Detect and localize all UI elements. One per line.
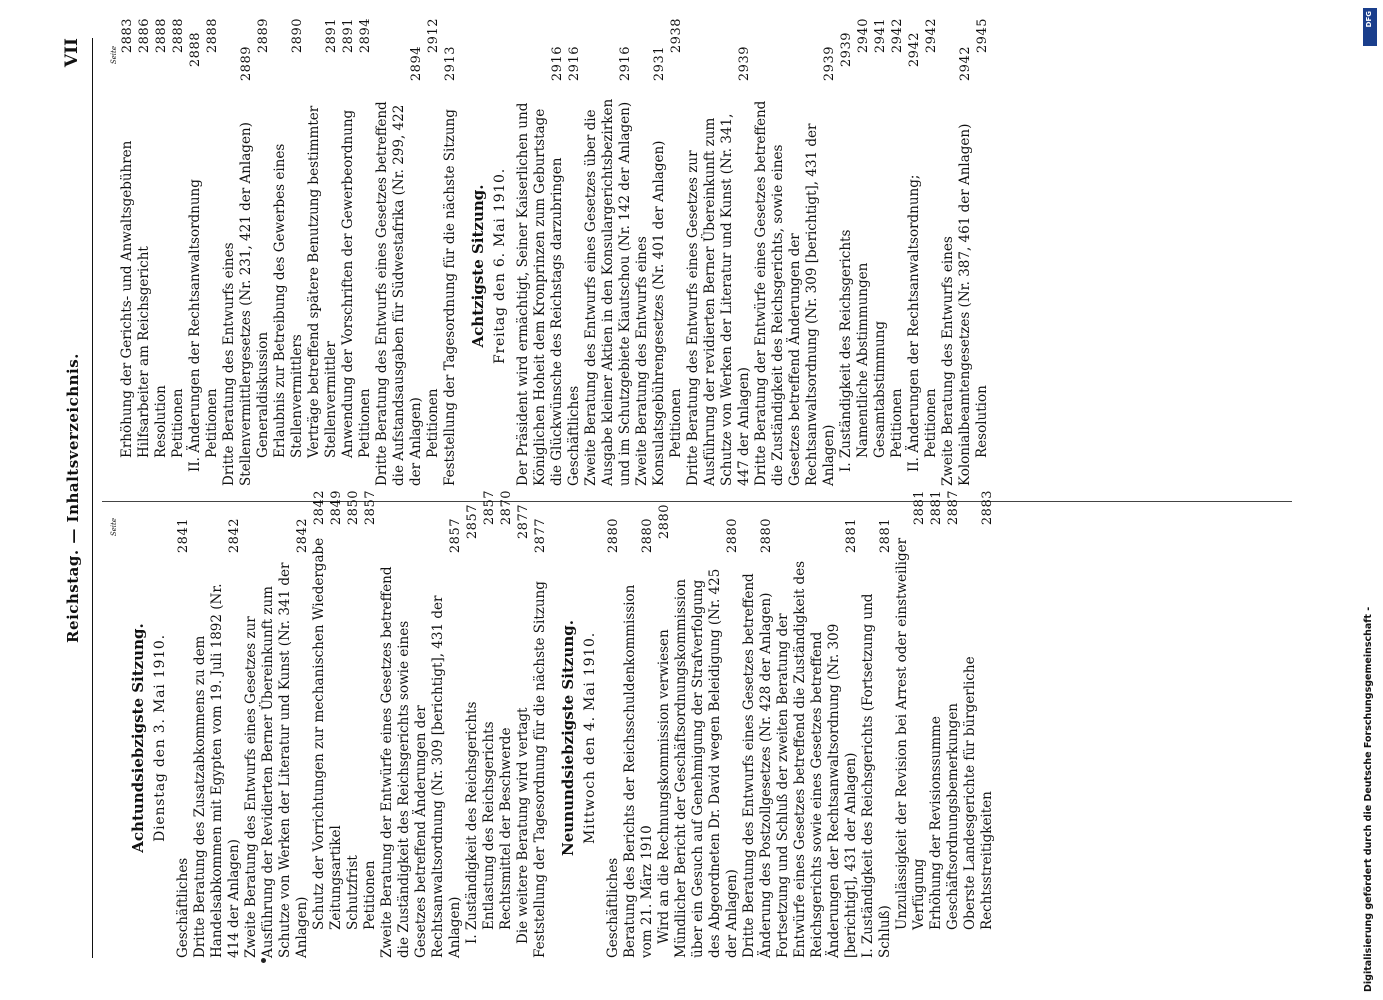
- toc-entry: [204, 18, 221, 486]
- toc-entry-text: Petitionen: [425, 388, 441, 458]
- toc-entry-text: Erlaubnis zur Betreibung des Gewerbes eines Stellenvermittlers: [272, 143, 305, 458]
- running-title: Reichstag. — Inhaltsverzeichnis.: [64, 353, 82, 643]
- toc-entry: [962, 490, 996, 958]
- section-heading: Achtundsiebzigste Sitzung.: [129, 623, 147, 853]
- toc-entry: [357, 18, 374, 486]
- toc-entry-page: 2880: [725, 518, 740, 554]
- toc-entry: [532, 518, 549, 958]
- toc-entry: [362, 490, 379, 958]
- digitization-sidebar: [1362, 8, 1378, 1000]
- toc-entry-text: Zweite Beratung der Entwürfe eines Gesetzes betreffend die Zuständigkeit des Reichsgerichts sowie eines Gesetzes betreffend Änderungen der Rechtsanwaltsordnung (Nr. 309 [berichtigt], 431 der Anlagen): [379, 566, 463, 958]
- toc-entry: [464, 504, 481, 958]
- toc-entry-page: 2888: [154, 18, 169, 54]
- toc-entry-text: Petitionen: [668, 388, 684, 458]
- toc-entry-page: 2888: [171, 18, 186, 54]
- toc-entry: [119, 18, 136, 486]
- toc-entry: [192, 518, 243, 958]
- toc-entry: [255, 18, 272, 486]
- toc-entry: [923, 18, 940, 486]
- toc-entry-page: 2939: [737, 46, 752, 82]
- toc-entry-text: Mündlicher Bericht der Geschäftsordnungskommission über ein Gesuch auf Genehmigung der Strafverfolgung des Abgeordneten Dr. David wegen Beleidigung (Nr. 425 der Anlagen): [673, 568, 740, 958]
- toc-entry-text: Dritte Beratung des Entwurfs eines Gesetzes zur Ausführung der revidierten Berner Übereinkunft zum Schutze von Werken der Literatur und Kunst (Nr. 341, 447 der Anlagen): [685, 113, 752, 486]
- running-header: [62, 38, 93, 958]
- toc-entry-page: 2877: [516, 504, 531, 540]
- toc-entry: [860, 518, 894, 958]
- toc-entry: [498, 490, 515, 958]
- toc-entry-text: Resolution: [153, 385, 169, 458]
- toc-entry-page: 2883: [980, 490, 995, 526]
- toc-entry-text: Verträge betreffend spätere Benutzung bestimmter Stellenvermittler: [306, 105, 339, 458]
- toc-entry-page: 2888: [188, 32, 203, 68]
- toc-entry: [170, 18, 187, 486]
- toc-entry-text: I. Zuständigkeit des Reichsgerichts: [464, 701, 480, 944]
- toc-entry-text: Die weitere Beratung wird vertagt: [515, 707, 531, 944]
- session-date: Dienstag den 3. Mai 1910.: [152, 634, 168, 842]
- seite-label: Seite: [110, 46, 118, 65]
- toc-entry-page: 2857: [363, 490, 378, 526]
- toc-entry-page: 2880: [640, 518, 655, 554]
- toc-entry-text: II. Änderungen der Rechtsanwaltsordnung: [187, 179, 203, 472]
- toc-entry-text: Geschäftliches: [605, 857, 621, 958]
- toc-entry-text: Dritte Beratung der Entwürfe eines Gesetzes betreffend die Zuständigkeit des Reichsgerichts, sowie eines Gesetzes betreffend Änderungen der Rechtsanwaltsordnung (Nr. 309 [berichtigt], 431 der Anlagen): [753, 100, 837, 486]
- session-date: Freitag den 6. Mai 1910.: [492, 168, 508, 364]
- toc-entry-text: I. Zuständigkeit des Reichsgerichts: [838, 229, 854, 472]
- toc-entry: [340, 18, 357, 486]
- toc-entry: [741, 518, 775, 958]
- toc-entry-page: 2942: [907, 32, 922, 68]
- section-heading: Achtzigste Sitzung.: [469, 184, 487, 348]
- dfg-logo-text: DFG: [1365, 11, 1373, 28]
- toc-entry-page: 2913: [443, 46, 458, 82]
- toc-entry: [634, 46, 668, 486]
- toc-entry-page: 2942: [958, 46, 973, 82]
- toc-entry-text: Geschäftliches: [566, 385, 582, 486]
- toc-entry-page: 2940: [856, 18, 871, 54]
- toc-entry-page: 2881: [878, 518, 893, 554]
- toc-entry-page: 2877: [533, 518, 548, 554]
- toc-entry-page: 2883: [120, 18, 135, 54]
- toc-entry: [906, 32, 923, 486]
- seite-label: Seite: [110, 518, 118, 537]
- toc-entry: [442, 46, 459, 486]
- toc-entry-text: Wird an die Rechnungskommission verwiesen: [656, 629, 672, 944]
- toc-entry-text: Schutz der Vorrichtungen zur mechanischen Wiedergabe: [311, 537, 327, 930]
- toc-entry-page: 2889: [239, 46, 254, 82]
- toc-entry-page: 2881: [844, 518, 859, 554]
- rotated-document-page: [62, 18, 1312, 958]
- right-column: [110, 18, 1310, 486]
- toc-entry-page: 2916: [618, 46, 633, 82]
- toc-entry-text: Zweite Beratung des Entwurfs eines Konsulatsgebührengesetzes (Nr. 401 der Anlagen): [634, 140, 667, 486]
- toc-entry-page: 2857: [465, 504, 480, 540]
- toc-entry-text: Erhöhung der Gerichts- und Anwaltsgebühren: [119, 140, 135, 458]
- toc-entry: [685, 46, 753, 486]
- toc-entry-text: Zweite Beratung des Entwurfs eines Kolonialbeamtengesetzes (Nr. 387, 461 der Anlagen): [940, 123, 973, 486]
- toc-entry-page: 2891: [341, 18, 356, 54]
- toc-entry-text: Beratung des Berichts der Reichsschuldenkommission vom 21. März 1910: [622, 584, 655, 958]
- toc-entry-page: 2880: [759, 518, 774, 554]
- toc-entry-page: 2938: [669, 18, 684, 54]
- digitization-credit: Digitalisierung gefördert durch die Deutsche Forschungsgemeinschaft -: [1363, 606, 1374, 992]
- toc-entry-text: Petitionen: [889, 388, 905, 458]
- toc-entry: [940, 46, 974, 486]
- toc-entry: [673, 518, 741, 958]
- toc-entry: [605, 518, 622, 958]
- toc-entry-page: 2916: [550, 46, 565, 82]
- toc-entry-text: Dritte Beratung des Entwurfs eines Gesetzes betreffend Änderung des Postzollgesetzes (Nr. 428 der Anlagen): [741, 573, 774, 958]
- toc-entry-page: 2886: [137, 18, 152, 54]
- toc-entry-text: Dritte Beratung des Entwurfs eines Stellenvermittlergesetzes (Nr. 231, 421 der Anlagen): [221, 122, 254, 486]
- toc-entry-page: 2939: [822, 46, 837, 82]
- toc-entry-page: 2942: [890, 18, 905, 54]
- toc-entry-text: I. Zuständigkeit des Reichsgerichts (Fortsetzung und Schluß): [860, 593, 893, 958]
- toc-entry: [187, 32, 204, 486]
- column-divider: [102, 501, 1292, 502]
- toc-entry-page: 2931: [652, 46, 667, 82]
- toc-entry-text: Zweite Beratung des Entwurfs eines Gesetzes zur Ausführung der Revidierten Berner Übereinkunft zum Schutze von Werken der Literatur und Kunst (Nr. 341 der Anlagen): [243, 562, 310, 958]
- toc-entry: [243, 518, 311, 958]
- toc-entry-text: Resolution: [974, 385, 990, 458]
- toc-entry-text: Hilfsarbeiter am Reichsgericht: [136, 246, 152, 458]
- toc-entry: [945, 490, 962, 958]
- toc-entry: [775, 518, 860, 958]
- toc-entry-page: 2894: [358, 18, 373, 54]
- toc-entry-text: Unzulässigkeit der Revision bei Arrest oder einstweiliger Verfügung: [894, 537, 927, 930]
- toc-entry-page: 2888: [205, 18, 220, 54]
- toc-entry-text: Geschäftliches: [175, 857, 191, 958]
- toc-entry-page: 2894: [409, 46, 424, 82]
- toc-entry-page: 2881: [912, 490, 927, 526]
- toc-entry-text: Rechtsmittel der Beschwerde: [498, 727, 514, 930]
- toc-entry: [928, 490, 945, 958]
- toc-entry: [668, 18, 685, 486]
- toc-entry: [753, 46, 838, 486]
- toc-entry-text: Entlastung des Reichsgerichts: [481, 721, 497, 930]
- toc-entry-page: 2849: [329, 490, 344, 526]
- toc-entry-page: 2880: [606, 518, 621, 554]
- toc-entry-page: 2941: [873, 18, 888, 54]
- toc-entry-page: 2842: [295, 518, 310, 554]
- toc-entry: [889, 18, 906, 486]
- toc-entry-text: Dritte Beratung des Entwurfs eines Gesetzes betreffend die Aufstandsausgaben für Südwestafrika (Nr. 299, 422 der Anlagen): [374, 101, 424, 486]
- toc-entry: [136, 18, 153, 486]
- toc-entry-page: 2942: [924, 18, 939, 54]
- toc-entry-text: Zeitungsartikel: [328, 825, 344, 930]
- toc-entry-page: 2870: [499, 490, 514, 526]
- toc-entry-text: Erhöhung der Revisionssumme: [928, 716, 944, 930]
- toc-entry: [974, 18, 991, 486]
- toc-entry: [153, 18, 170, 486]
- toc-entry: [379, 518, 464, 958]
- toc-entry-page: 2916: [567, 46, 582, 82]
- session-date: Mittwoch den 4. Mai 1910.: [582, 632, 598, 844]
- toc-entry-page: 2880: [657, 504, 672, 540]
- toc-entry-text: Anwendung der Vorschriften der Gewerbeordnung: [340, 109, 356, 458]
- toc-entry: [311, 490, 328, 958]
- toc-entry-page: 2842: [312, 490, 327, 526]
- ink-dot: [261, 958, 266, 963]
- toc-entry-text: Der Präsident wird ermächtigt, Seiner Kaiserlichen und Königlichen Hoheit dem Kronprinzen zum Geburtstage die Glückwünsche des Reichstags darzubringen: [515, 102, 565, 486]
- toc-entry-page: 2842: [227, 518, 242, 554]
- toc-entry-page: 2857: [482, 490, 497, 526]
- toc-entry-text: Feststellung der Tagesordnung für die nächste Sitzung: [442, 109, 458, 486]
- toc-entry-page: 2891: [324, 18, 339, 54]
- toc-entry-page: 2945: [975, 18, 990, 54]
- toc-entry-text: Namentliche Abstimmungen: [855, 262, 871, 458]
- toc-entry-text: Petitionen: [923, 388, 939, 458]
- toc-entry: [838, 32, 855, 486]
- toc-entry-text: Dritte Beratung des Zusatzabkommens zu dem Handelsabkommen mit Egypten vom 19. Juli 1892 (Nr. 414 der Anlagen): [192, 583, 242, 958]
- toc-entry: [656, 504, 673, 958]
- page-number: VII: [62, 38, 82, 68]
- toc-entry: [855, 18, 872, 486]
- toc-entry: [221, 46, 255, 486]
- toc-entry: [175, 518, 192, 958]
- toc-entry-text: Petitionen: [362, 860, 378, 930]
- toc-entry-page: 2857: [448, 518, 463, 554]
- toc-entry-text: Zweite Beratung des Entwurfs eines Gesetzes über die Ausgabe kleiner Aktien in den Konsulargerichtsbezirken und im Schutzgebiete Kiautschou (Nr. 142 der Anlagen): [583, 98, 633, 486]
- toc-entry-text: Generaldiskussion: [255, 331, 271, 458]
- toc-entry: [515, 504, 532, 958]
- toc-entry-text: Petitionen: [170, 388, 186, 458]
- toc-entry: [272, 18, 306, 486]
- toc-entry-text: Oberste Landesgerichte für bürgerliche Rechtsstreitigkeiten: [962, 656, 995, 930]
- toc-entry-page: 2881: [929, 490, 944, 526]
- toc-entry-text: Petitionen: [357, 388, 373, 458]
- toc-entry: [374, 46, 425, 486]
- toc-entry-text: II. Änderungen der Rechtsanwaltsordnung;: [906, 174, 922, 472]
- toc-entry-page: 2850: [346, 490, 361, 526]
- toc-entry-text: Schutzfrist: [345, 855, 361, 930]
- toc-entry-text: Geschäftsordnungsbemerkungen: [945, 702, 961, 930]
- toc-entry: [425, 18, 442, 486]
- dfg-logo: [1363, 8, 1377, 46]
- toc-entry: [515, 46, 566, 486]
- section-heading: Neunundsiebzigste Sitzung.: [559, 620, 577, 856]
- toc-entry-text: Feststellung der Tagesordnung für die nächste Sitzung: [532, 581, 548, 958]
- toc-entry-text: Petitionen: [204, 388, 220, 458]
- toc-entry-page: 2912: [426, 18, 441, 54]
- toc-entry: [566, 46, 583, 486]
- toc-entry-page: 2887: [946, 490, 961, 526]
- toc-entry-text: Gesamtabstimmung: [872, 321, 888, 458]
- toc-entry-page: 2890: [290, 18, 305, 54]
- toc-entry-text: Fortsetzung und Schluß der zweiten Beratung der Entwürfe eines Gesetzes betreffend die Zuständigkeit des Reichsgerichts sowie eines Gesetzes betreffend Änderungen der Rechtsanwaltsordnung (Nr. 309 [berichtigt], 431 der Anlagen): [775, 560, 859, 958]
- toc-entry: [481, 490, 498, 958]
- toc-entry: [872, 18, 889, 486]
- toc-entry-page: 2841: [176, 518, 191, 554]
- toc-entry: [306, 18, 340, 486]
- toc-entry: [345, 490, 362, 958]
- toc-entry: [622, 518, 656, 958]
- toc-entry-page: 2889: [256, 18, 271, 54]
- toc-entry: [328, 490, 345, 958]
- toc-entry: [894, 490, 928, 958]
- toc-entry-page: 2939: [839, 32, 854, 68]
- toc-entry: [583, 46, 634, 486]
- left-column: [110, 490, 1310, 958]
